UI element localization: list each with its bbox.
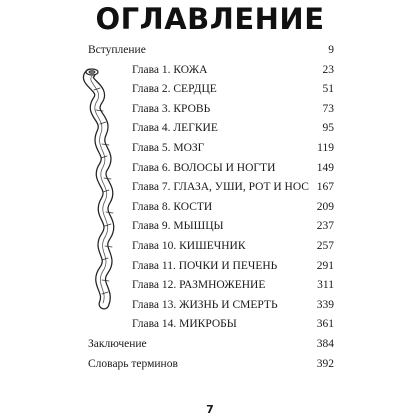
page-number: 7 <box>206 403 214 416</box>
toc-entry-label: Словарь терминов <box>88 357 178 370</box>
toc-row <box>0 139 420 157</box>
toc-row <box>0 237 420 255</box>
toc-entry-page: 361 <box>316 318 334 331</box>
toc-entry-label: Глава 5. МОЗГ <box>132 142 205 154</box>
toc-entry-page: 291 <box>316 259 334 272</box>
toc-entry-label: Глава 6. ВОЛОСЫ И НОГТИ <box>132 161 276 174</box>
toc-entry-label: Глава 3. КРОВЬ <box>132 102 211 115</box>
toc-row <box>0 100 420 118</box>
toc-entry-page: 73 <box>322 102 334 115</box>
toc-entry-page: 23 <box>322 63 334 76</box>
toc-row <box>0 355 420 373</box>
toc-entry-label: Глава 10. КИШЕЧНИК <box>132 240 246 252</box>
toc-row <box>0 296 420 314</box>
toc-row <box>0 61 420 79</box>
toc-entry-page: 392 <box>316 357 334 370</box>
toc-entry-label: Глава 12. РАЗМНОЖЕНИЕ <box>132 279 266 292</box>
toc-entry-label: Глава 11. ПОЧКИ И ПЕЧЕНЬ <box>132 259 278 272</box>
page-title: ОГЛАВЛЕНИЕ <box>95 2 325 36</box>
toc-entry-label: Глава 9. МЫШЦЫ <box>132 220 224 233</box>
toc-entry-page: 149 <box>316 161 334 174</box>
toc-entry-page: 257 <box>316 240 334 252</box>
toc-entry-page: 51 <box>322 83 334 96</box>
toc-row <box>0 119 420 137</box>
toc-row <box>0 41 420 59</box>
toc-row <box>0 80 420 98</box>
toc-row <box>0 198 420 216</box>
toc-entry-label: Глава 13. ЖИЗНЬ И СМЕРТЬ <box>132 298 278 311</box>
toc-row <box>0 217 420 235</box>
toc-entry-page: 237 <box>316 220 334 233</box>
toc-row <box>0 159 420 177</box>
toc-row <box>0 335 420 353</box>
toc-entry-label: Вступление <box>88 44 146 56</box>
toc-row <box>0 257 420 275</box>
toc-entry-page: 209 <box>316 200 334 213</box>
toc-entry-page: 339 <box>316 298 334 311</box>
toc-entry-label: Заключение <box>88 338 147 350</box>
toc-entry-label: Глава 4. ЛЕГКИЕ <box>132 122 218 135</box>
toc-entry-page: 119 <box>317 142 334 154</box>
toc-entry-label: Глава 2. СЕРДЦЕ <box>132 83 217 96</box>
toc-entry-page: 311 <box>317 279 334 292</box>
toc-entry-label: Глава 7. ГЛАЗА, УШИ, РОТ И НОС <box>132 181 309 194</box>
toc-entry-label: Глава 14. МИКРОБЫ <box>132 318 237 331</box>
toc-entry-label: Глава 1. КОЖА <box>132 63 208 76</box>
toc-entry-page: 384 <box>316 338 334 350</box>
toc-row <box>0 315 420 333</box>
toc-entry-page: 167 <box>316 181 334 194</box>
toc-row <box>0 178 420 196</box>
toc-entry-label: Глава 8. КОСТИ <box>132 200 213 213</box>
toc-row <box>0 276 420 294</box>
toc-entry-page: 9 <box>328 44 334 56</box>
toc-entry-page: 95 <box>322 122 334 135</box>
